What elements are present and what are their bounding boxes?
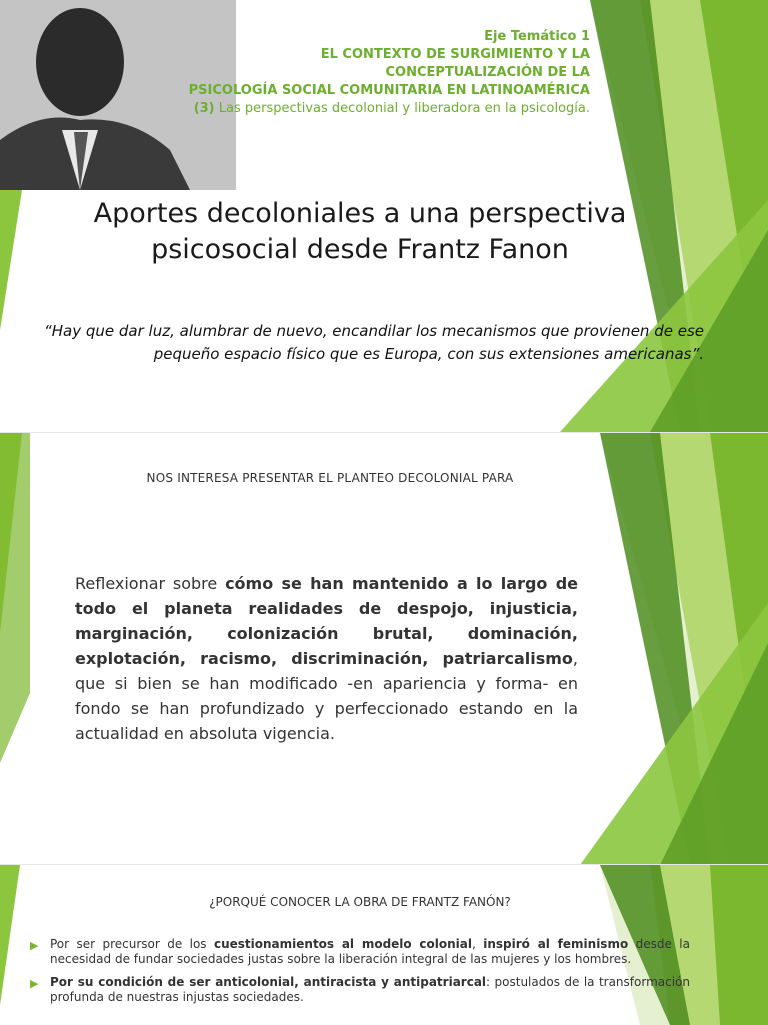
bullet-text: ,: [472, 937, 484, 951]
bullet-text: : postulados de la transformación profunda de nuestras injustas sociedades.: [50, 975, 691, 1004]
eje-line-4: PSICOLOGÍA SOCIAL COMUNITARIA EN LATINOAMÉRICA: [188, 83, 590, 98]
bullet-arrow-icon: ▶: [30, 939, 39, 952]
slide-3: [0, 864, 768, 1025]
paragraph-emphasis: cómo se han mantenido a lo largo de todo el planeta realidades de despojo, injusticia, marginación, colonización brutal, dominación, explotación, racismo, discriminación, patriarcalismo: [75, 574, 578, 668]
bullet-bold: inspiró al feminismo: [483, 937, 629, 951]
list-item: [30, 975, 690, 1005]
slide-3-heading: ¿PORQUÉ CONOCER LA OBRA DE FRANTZ FANÓN?: [209, 895, 511, 909]
bullet-text: Por ser precursor de los: [50, 937, 214, 951]
paragraph-rest: , que si bien se han modificado -en apariencia y forma- en fondo se han profundizado y perfeccionado estando en la actualidad en absoluta vigencia.: [75, 649, 578, 743]
eje-line-2: EL CONTEXTO DE SURGIMIENTO Y LA: [320, 47, 590, 62]
eje-line-1: Eje Temático 1: [484, 29, 590, 44]
slide-2-paragraph: [75, 571, 578, 746]
slide-title: Aportes decoloniales a una perspectiva psicosocial desde Frantz Fanon: [93, 198, 627, 265]
bullet-bold: Por su condición de ser anticolonial, antiracista y antipatriarcal: [50, 975, 487, 989]
bullet-bold: cuestionamientos al modelo colonial: [213, 937, 473, 951]
eje-line-3: CONCEPTUALIZACIÓN DE LA: [385, 65, 590, 80]
slide-1: [0, 0, 768, 432]
bullet-arrow-icon: ▶: [30, 977, 39, 990]
fanon-quote: “Hay que dar luz, alumbrar de nuevo, encandilar los mecanismos que provienen de ese pequeño espacio físico que es Europa, con sus extensiones americanas”.: [44, 322, 704, 363]
eje-line-5: Las perspectivas decolonial y liberadora en la psicología.: [214, 101, 590, 116]
reasons-list: [30, 937, 690, 1013]
slide-2-heading: NOS INTERESA PRESENTAR EL PLANTEO DECOLONIAL PARA: [146, 471, 514, 485]
eje-number: (3): [193, 101, 215, 116]
list-item: [30, 937, 690, 967]
slide-2: [0, 432, 768, 865]
bullet-text: desde la necesidad de fundar sociedades justas sobre la liberación integral de las mujeres y los hombres.: [50, 937, 690, 966]
course-heading: [160, 28, 590, 118]
paragraph-intro: Reflexionar sobre: [75, 574, 226, 593]
